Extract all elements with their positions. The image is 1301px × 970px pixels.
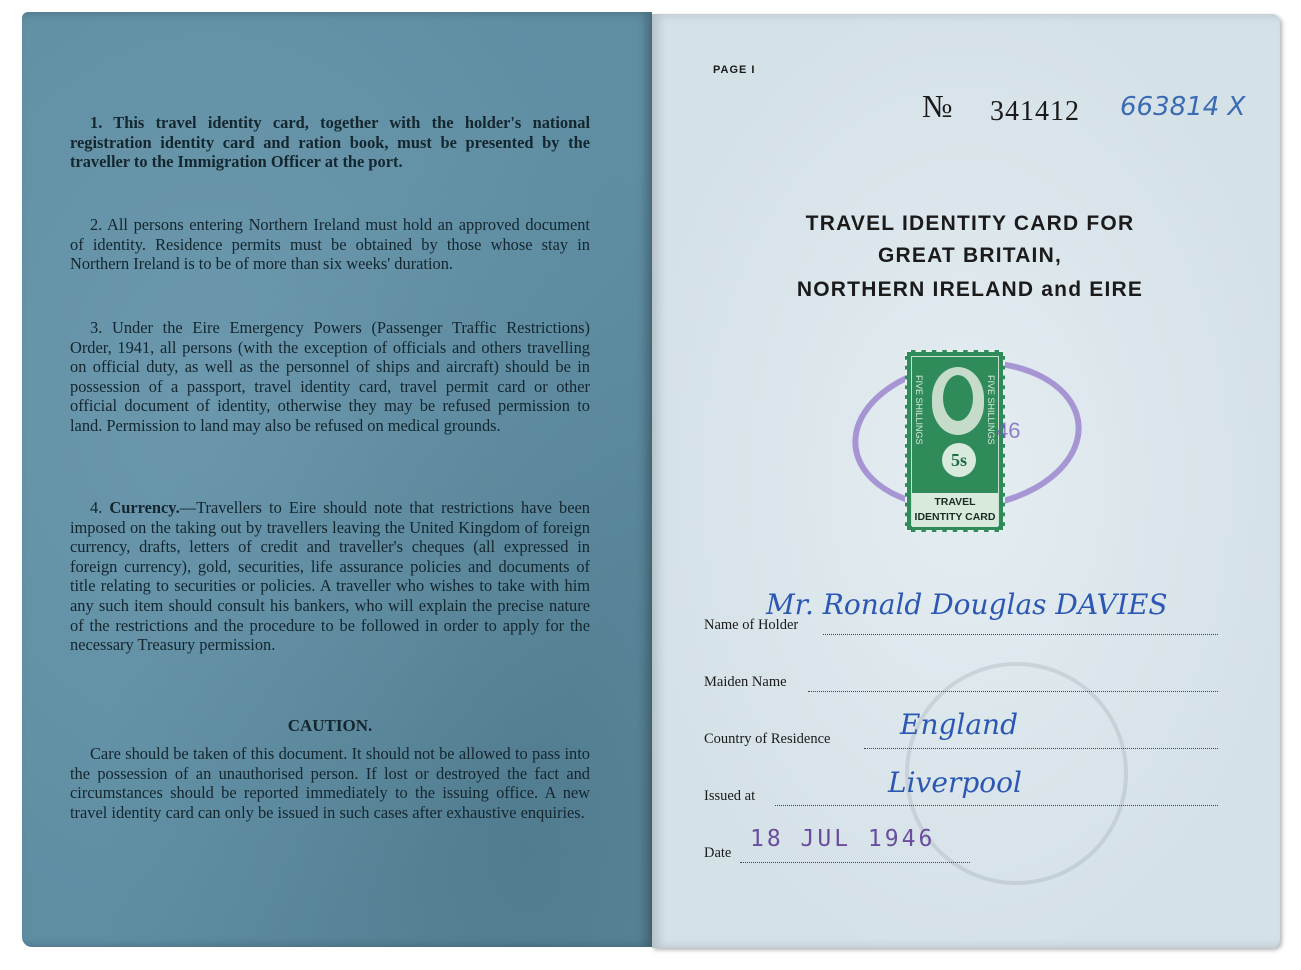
stamp-value: 5s — [942, 443, 976, 477]
name-label: Name of Holder — [704, 617, 799, 633]
item-1-text: 1. This travel identity card, together with the holder's national registration identity card and ration book, must be presented by the traveller to the Immigration Officer at the port. — [70, 113, 590, 172]
issued-line — [775, 805, 1218, 806]
item-1 — [70, 113, 590, 172]
card-number: 341412 — [990, 96, 1080, 127]
stamp-frame — [911, 356, 999, 526]
country-value: England — [900, 708, 1019, 741]
title-line-3: NORTHERN IRELAND and EIRE — [796, 278, 1144, 301]
country-label: Country of Residence — [704, 731, 831, 747]
item-4 — [70, 498, 590, 655]
item-2-text: 2. All persons entering Northern Ireland must hold an approved document of identity. Residence permits must be obtained by those whose stay in Northern Ireland is to be of more than six weeks' duration. — [70, 215, 590, 274]
country-line — [864, 748, 1218, 749]
item-4-prefix: 4. — [90, 498, 103, 517]
handwritten-number: 663814 X — [1120, 92, 1246, 122]
maiden-label: Maiden Name — [704, 674, 787, 690]
maiden-line — [808, 691, 1218, 692]
number-sign: № — [922, 88, 953, 124]
item-3 — [70, 318, 590, 436]
stamp-side-left: FIVE SHILLINGS — [914, 375, 924, 445]
caution-body-text: Care should be taken of this document. It should not be allowed to pass into the possession of an unauthorised person. If lost or destroyed the fact and circumstances should be reported immediately to the issuing office. A new travel identity card can only be issued in such cases after exhaustive enquiries. — [70, 744, 590, 822]
revenue-stamp — [905, 350, 1005, 532]
date-value: 18 JUL 1946 — [750, 826, 936, 852]
item-4-body: —Travellers to Eire should note that restrictions have been imposed on the taking out by travellers leaving the United Kingdom of foreign currency, drafts, letters of credit and traveller's cheques (all expressed in foreign currency), gold, securities, life assurance policies and documents of title relating to securities or policies. A traveller who wishes to take with him any such item should consult his bankers, who will explain the precise nature of the restrictions and the procedure to be followed in order to apply for the necessary Treasury permission. — [70, 498, 590, 655]
stamp-side-right: FIVE SHILLINGS — [986, 375, 996, 445]
date-line — [740, 862, 970, 863]
name-value: Mr. Ronald Douglas DAVIES — [766, 588, 1168, 621]
portrait-head-icon — [943, 375, 973, 421]
title-line-2: GREAT BRITAIN, — [877, 244, 1062, 267]
item-4-text — [70, 498, 590, 655]
title-line-1: TRAVEL IDENTITY CARD FOR — [805, 212, 1135, 235]
king-portrait-icon — [932, 367, 984, 435]
name-line — [823, 634, 1218, 635]
stamp-label: TRAVEL IDENTITY CARD — [912, 493, 998, 527]
item-4-heading: Currency. — [109, 498, 180, 517]
item-2 — [70, 215, 590, 274]
oval-postmark-date: 46 — [996, 418, 1021, 443]
caution-body — [70, 744, 590, 822]
item-3-text: 3. Under the Eire Emergency Powers (Passenger Traffic Restrictions) Order, 1941, all persons (with the exception of officials and others travelling on official duty, as well as the personnel of ships and aircraft) should be in possession of a passport, travel identity card, travel permit card or other official document of identity, otherwise they may be refused permission to land. Permission to land may also be refused on medical grounds. — [70, 318, 590, 435]
issued-label: Issued at — [704, 788, 756, 804]
page-label: PAGE I — [713, 64, 756, 76]
date-label: Date — [704, 845, 732, 861]
caution-title: CAUTION. — [287, 716, 373, 735]
issued-value: Liverpool — [888, 766, 1022, 799]
